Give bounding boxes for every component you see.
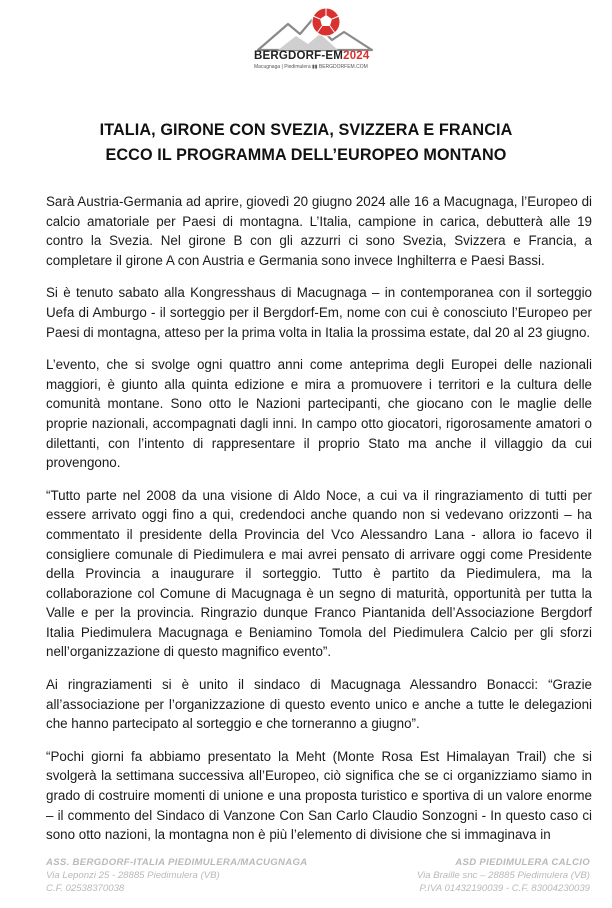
footer-left-fiscal: C.F. 02538370038	[46, 883, 125, 894]
paragraph-4: “Tutto parte nel 2008 da una visione di Aldo Noce, a cui va il ringraziamento di tutti per essere arrivato oggi fino a qui, credendoci anche quando non si vedevano orizzonti – ha commentato il presidente della Provincia del Vco Alessandro Lana - allora io facevo il consigliere comunale di Piedimulera e mai avrei pensato di arrivare oggi come Presidente della Provincia a inaugurare il sorteggio. Tutto è partito da Piedimulera, ma la collaborazione col Comune di Macugnaga è un segno di maturità, opportunità per tutta la Valle e per la provincia. Ringrazio dunque Franco Piantanida dell’Associazione Bergdorf Italia Piedimulera Macugnaga e Beniamino Tomola del Piedimulera Calcio per gli sforzi nell’organizzazione di questo magnifico evento”.	[46, 487, 592, 660]
paragraph-5: Ai ringraziamenti si è unito il sindaco di Macugnaga Alessandro Bonacci: “Grazie all’associazione per l’organizzazione di questo evento unico e anche a tutte le delegazioni che hanno partecipato al sorteggio e che torneranno a giugno”.	[46, 677, 592, 732]
footer-left-org: ASS. BERGDORF-ITALIA PIEDIMULERA/MACUGNAGA	[46, 857, 308, 868]
paragraph-1: Sarà Austria-Germania ad aprire, giovedì 20 giugno 2024 alle 16 a Macugnaga, l’Europeo di calcio amatoriale per Paesi di montagna. L’Italia, campione in carica, debutterà alle 19 contro la Svezia. Nel girone B con gli azzurri ci sono Svezia, Svizzera e Francia, a completare il girone A con Austria e Germania sono invece Inghilterra e Paesi Bassi.	[46, 194, 592, 268]
mountain-ball-icon	[240, 6, 390, 52]
article-body	[46, 192, 592, 858]
footer-right-org: ASD PIEDIMULERA CALCIO	[455, 857, 590, 868]
paragraph-3: L’evento, che si svolge ogni quattro anni come anteprima degli Europei delle nazionali maggiori, è giunto alla quinta edizione e mira a promuovere i territori e la cultura delle comunità montane. Sono otto le Nazioni partecipanti, che giocano con le maglie delle proprie nazionali, accompagnati dagli inni. In campo otto giocatori, rigorosamente amatori o dilettanti, con l’intento di rappresentare il proprio Stato ma anche il villaggio da cui provengono.	[46, 357, 592, 471]
title-line-1: ITALIA, GIRONE CON SVEZIA, SVIZZERA E FRANCIA	[99, 121, 513, 139]
paragraph-6: “Pochi giorni fa abbiamo presentato la Meht (Monte Rosa Est Himalayan Trail) che si svolgerà la settimana successiva all’Europeo, ciò significa che se ci organizziamo siamo in grado di costruire momenti di unione e una proposta turistico e sportiva di un valore enorme – il commento del Sindaco di Vanzone Con San Carlo Claudio Sonzogni - In questo caso ci sono otto nazioni, la montagna non è più l’elemento di divisione che si immaginava in	[46, 748, 592, 843]
footer-left	[46, 856, 308, 895]
logo-name-main: BERGDORF-EM	[254, 50, 344, 62]
logo-name-year: 2024	[343, 50, 370, 62]
paragraph-2: Si è tenuto sabato alla Kongresshaus di Macugnaga – in contemporanea con il sorteggio Uefa di Amburgo - il sorteggio per il Bergdorf-Em, nome con cui è conosciuto l’Europeo per Paesi di montagna, atteso per la prima volta in Italia la prossima estate, dal 20 al 23 giugno.	[46, 285, 592, 340]
footer-right-address: Via Braille snc – 28885 Piedimulera (VB)	[416, 870, 590, 881]
title-line-2: ECCO IL PROGRAMMA DELL’EUROPEO MONTANO	[105, 146, 507, 164]
footer-right	[417, 856, 590, 895]
logo-subtitle: Macugnaga | Piedimulera ▮▮ BERGDORFEM.COM	[254, 64, 368, 70]
footer-left-address: Via Leponzi 25 - 28885 Piedimulera (VB)	[46, 870, 220, 881]
footer-right-fiscal: P.IVA 01432190039 - C.F. 83004230039	[419, 883, 590, 894]
logo	[240, 6, 390, 70]
logo-name	[254, 50, 369, 62]
